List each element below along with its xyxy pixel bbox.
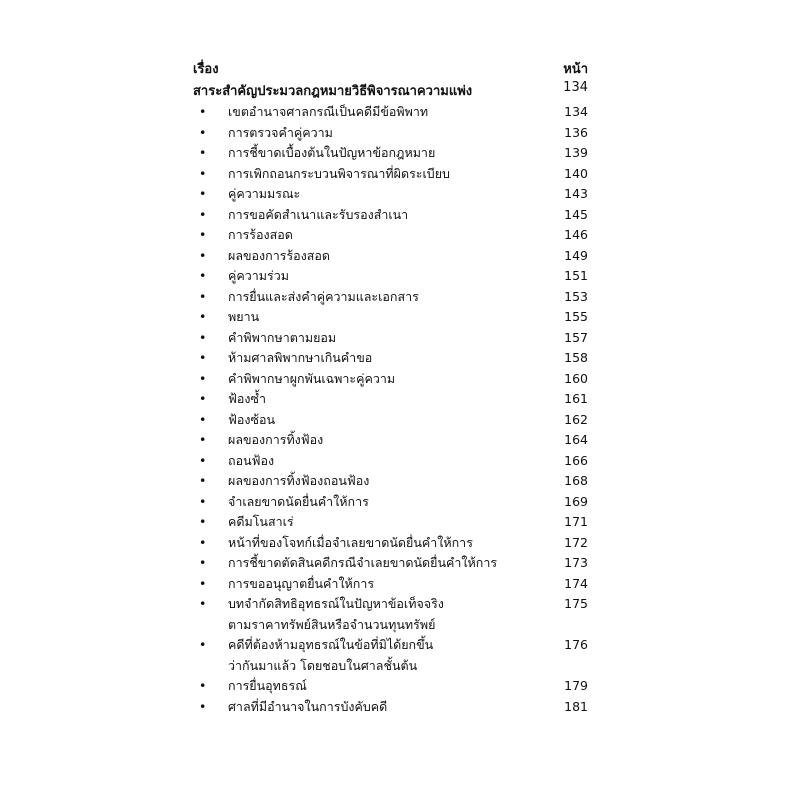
bullet-icon: • <box>199 575 207 591</box>
toc-item-text <box>228 328 548 349</box>
toc-header-page: หน้า <box>563 62 588 77</box>
toc-item <box>193 369 588 390</box>
toc-item-line: คู่ความมรณะ <box>228 186 301 201</box>
toc-item <box>193 102 588 123</box>
toc-item <box>193 307 588 328</box>
toc-item <box>193 266 588 287</box>
toc-item-line: บทจำกัดสิทธิอุทธรณ์ในปัญหาข้อเท็จจริง <box>228 596 444 611</box>
toc-item <box>193 225 588 246</box>
toc-item-page: 134 <box>564 104 588 119</box>
toc-item-line: เขตอำนาจศาลกรณีเป็นคดีมีข้อพิพาท <box>228 104 429 119</box>
toc-item-text <box>228 369 548 390</box>
toc-item-line: การขอคัดสำเนาและรับรองสำเนา <box>228 206 409 222</box>
bullet-icon: • <box>199 145 207 160</box>
toc-item-page: 155 <box>564 309 588 324</box>
toc-item-text <box>228 492 548 513</box>
toc-item-line: ถอนฟ้อง <box>228 452 275 468</box>
toc-item-text <box>228 635 548 676</box>
bullet-icon: • <box>199 473 207 488</box>
toc-item-line: ผลของการทิ้งฟ้อง <box>228 432 324 447</box>
bullet-icon: • <box>199 698 207 714</box>
toc-item-text <box>228 246 548 267</box>
toc-item-line: ฟ้องซ้ำ <box>228 391 266 406</box>
bullet-icon: • <box>199 329 207 345</box>
bullet-icon: • <box>199 124 207 140</box>
toc-item-line: คำพิพากษาผูกพันเฉพาะคู่ความ <box>228 370 396 386</box>
table-of-contents <box>193 58 588 717</box>
toc-item-text <box>228 410 548 431</box>
bullet-icon: • <box>199 452 207 468</box>
toc-item <box>193 492 588 513</box>
toc-item-page: 136 <box>564 124 588 140</box>
toc-section <box>193 80 588 102</box>
toc-item-line: การร้องสอด <box>228 227 293 242</box>
toc-item-line: ว่ากันมาแล้ว โดยชอบในศาลชั้นต้น <box>228 657 418 673</box>
toc-item-line: การขออนุญาตยื่นคำให้การ <box>228 575 375 591</box>
toc-header-title: เรื่อง <box>193 62 219 77</box>
toc-item <box>193 451 588 472</box>
toc-item-text <box>228 533 548 554</box>
bullet-icon: • <box>199 350 207 365</box>
toc-item-list <box>193 102 588 717</box>
toc-item-line: ห้ามศาลพิพากษาเกินคำขอ <box>228 350 373 365</box>
toc-item-line: จำเลยขาดนัดยื่นคำให้การ <box>228 493 369 509</box>
toc-item <box>193 348 588 369</box>
bullet-icon: • <box>199 555 207 570</box>
bullet-icon: • <box>199 288 207 304</box>
toc-item-page: 176 <box>564 637 588 652</box>
toc-item-page: 174 <box>564 575 588 591</box>
toc-item-page: 160 <box>564 370 588 386</box>
toc-item-line: ผลของการทิ้งฟ้องถอนฟ้อง <box>228 473 370 488</box>
toc-item-text <box>228 143 548 164</box>
toc-item-page: 139 <box>564 145 588 160</box>
toc-item-line: การยื่นและส่งคำคู่ความและเอกสาร <box>228 288 419 304</box>
toc-item <box>193 430 588 451</box>
bullet-icon: • <box>199 534 207 550</box>
toc-item <box>193 574 588 595</box>
bullet-icon: • <box>199 637 207 652</box>
bullet-icon: • <box>199 514 207 529</box>
toc-item-page: 140 <box>564 165 588 181</box>
toc-item-page: 153 <box>564 288 588 304</box>
toc-item-page: 157 <box>564 329 588 345</box>
toc-item-line: ผลของการร้องสอด <box>228 247 331 263</box>
toc-item-text <box>228 574 548 595</box>
toc-item-text <box>228 430 548 451</box>
toc-item-page: 168 <box>564 473 588 488</box>
toc-item-line: คดีมโนสาเร่ <box>228 514 294 529</box>
toc-item-page: 161 <box>564 391 588 406</box>
toc-item <box>193 246 588 267</box>
toc-item-page: 171 <box>564 514 588 529</box>
toc-item-line: คู่ความร่วม <box>228 268 289 283</box>
toc-item-page: 143 <box>564 186 588 201</box>
toc-item-page: 145 <box>564 206 588 222</box>
toc-item-line: การชี้ขาดตัดสินคดีกรณีจำเลยขาดนัดยื่นคำให้การ <box>228 555 498 570</box>
toc-item-text <box>228 389 548 410</box>
toc-item-text <box>228 266 548 287</box>
toc-item <box>193 471 588 492</box>
toc-item-text <box>228 553 548 574</box>
toc-item-page: 158 <box>564 350 588 365</box>
toc-item <box>193 143 588 164</box>
toc-item-page: 169 <box>564 493 588 509</box>
bullet-icon: • <box>199 596 207 611</box>
bullet-icon: • <box>199 247 207 263</box>
toc-item-text <box>228 287 548 308</box>
toc-item <box>193 594 588 635</box>
toc-item <box>193 410 588 431</box>
toc-item-page: 149 <box>564 247 588 263</box>
toc-item <box>193 553 588 574</box>
toc-item-line: คำพิพากษาตามยอม <box>228 329 337 345</box>
toc-item <box>193 287 588 308</box>
bullet-icon: • <box>199 309 207 324</box>
toc-item <box>193 635 588 676</box>
bullet-icon: • <box>199 493 207 509</box>
toc-item <box>193 184 588 205</box>
bullet-icon: • <box>199 268 207 283</box>
bullet-icon: • <box>199 104 207 119</box>
toc-header <box>193 58 588 80</box>
toc-item-line: การชี้ขาดเบื้องต้นในปัญหาข้อกฎหมาย <box>228 145 436 160</box>
bullet-icon: • <box>199 186 207 201</box>
toc-item-text <box>228 205 548 226</box>
toc-item-line: ตามราคาทรัพย์สินหรือจำนวนทุนทรัพย์ <box>228 616 436 632</box>
toc-item-page: 162 <box>564 411 588 427</box>
toc-item-text <box>228 676 548 697</box>
toc-item-text <box>228 512 548 533</box>
bullet-icon: • <box>199 678 207 693</box>
bullet-icon: • <box>199 206 207 222</box>
bullet-icon: • <box>199 227 207 242</box>
toc-item <box>193 123 588 144</box>
toc-item-line: การยื่นอุทธรณ์ <box>228 678 307 693</box>
toc-item <box>193 328 588 349</box>
toc-item-page: 173 <box>564 555 588 570</box>
bullet-icon: • <box>199 370 207 386</box>
toc-item-line: ฟ้องซ้อน <box>228 411 275 427</box>
toc-item-line: หน้าที่ของโจทก์เมื่อจำเลยขาดนัดยื่นคำให้การ <box>228 534 473 550</box>
toc-item <box>193 533 588 554</box>
bullet-icon: • <box>199 391 207 406</box>
toc-item <box>193 389 588 410</box>
toc-item-line: ศาลที่มีอำนาจในการบังคับคดี <box>228 698 388 714</box>
toc-section-title: สาระสำคัญประมวลกฎหมายวิธีพิจารณาความแพ่ง <box>193 84 473 99</box>
bullet-icon: • <box>199 411 207 427</box>
toc-item-line: คดีที่ต้องห้ามอุทธรณ์ในข้อที่มิได้ยกขึ้น <box>228 637 434 652</box>
toc-item <box>193 676 588 697</box>
toc-item-text <box>228 594 548 635</box>
toc-item-line: การตรวจคำคู่ความ <box>228 124 333 140</box>
toc-item-line: พยาน <box>228 309 260 324</box>
toc-item-page: 151 <box>564 268 588 283</box>
toc-item <box>193 697 588 718</box>
toc-item-text <box>228 451 548 472</box>
toc-item-text <box>228 102 548 123</box>
toc-item-page: 166 <box>564 452 588 468</box>
toc-item-page: 146 <box>564 227 588 242</box>
toc-item-text <box>228 307 548 328</box>
toc-item-page: 179 <box>564 678 588 693</box>
toc-item <box>193 205 588 226</box>
toc-item-text <box>228 123 548 144</box>
toc-item-page: 181 <box>564 698 588 714</box>
toc-item-text <box>228 225 548 246</box>
toc-item-text <box>228 184 548 205</box>
toc-section-page: 134 <box>563 80 588 95</box>
toc-item-text <box>228 697 548 718</box>
bullet-icon: • <box>199 432 207 447</box>
toc-item-text <box>228 471 548 492</box>
toc-item-page: 175 <box>564 596 588 611</box>
toc-item-line: การเพิกถอนกระบวนพิจารณาที่ผิดระเบียบ <box>228 165 450 181</box>
toc-item-page: 164 <box>564 432 588 447</box>
toc-item <box>193 512 588 533</box>
toc-item-text <box>228 164 548 185</box>
toc-item <box>193 164 588 185</box>
toc-item-text <box>228 348 548 369</box>
toc-item-page: 172 <box>564 534 588 550</box>
bullet-icon: • <box>199 165 207 181</box>
